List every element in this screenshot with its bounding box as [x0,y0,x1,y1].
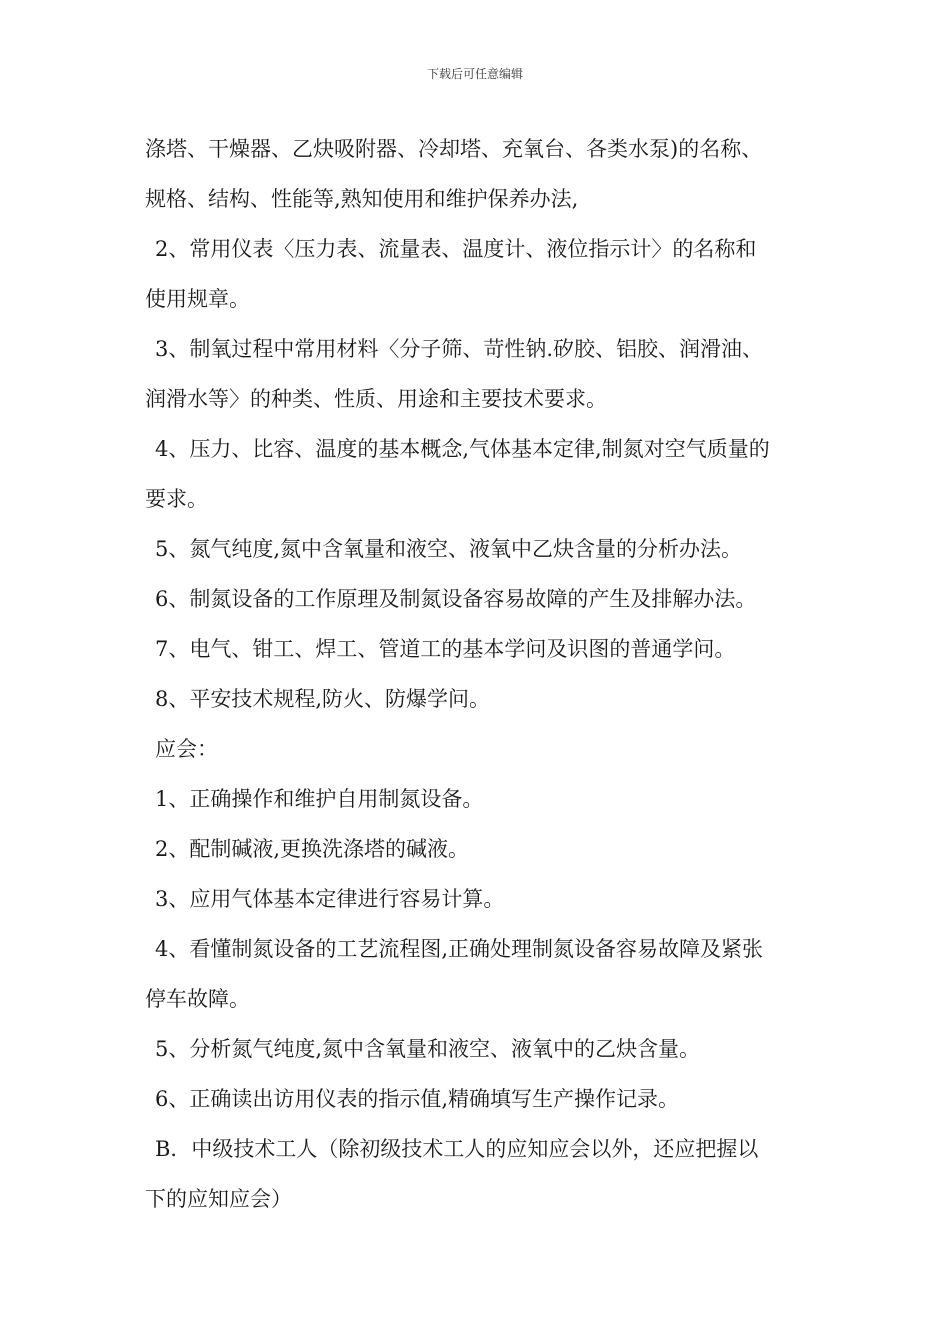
text-line-7: 4、压力、比容、温度的基本概念,气体基本定律,制氮对空气质量的 [155,437,770,461]
text-line-10: 6、制氮设备的工作原理及制氮设备容易故障的产生及排解办法。 [155,587,757,611]
text-line-20: 6、正确读出访用仪表的指示值,精确填写生产操作记录。 [155,1087,680,1111]
text-line-9: 5、氮气纯度,氮中含氧量和液空、液氧中乙炔含量的分析办法。 [155,537,743,561]
text-line-1: 涤塔、干燥器、乙炔吸附器、冷却塔、充氧台、各类水泵)的名称、 [145,137,763,161]
text-line-16: 3、应用气体基本定律进行容易计算。 [155,887,505,911]
text-line-4: 使用规章。 [145,287,250,311]
page-header: 下载后可任意编辑 [426,67,523,81]
text-line-3: 2、常用仪表〈压力表、流量表、温度计、液位指示计〉的名称和 [155,237,757,261]
text-line-11: 7、电气、钳工、焊工、管道工的基本学问及识图的普通学问。 [155,637,736,661]
text-line-17: 4、看懂制氮设备的工艺流程图,正确处理制氮设备容易故障及紧张 [155,937,764,961]
text-line-15: 2、配制碱液,更换洗涤塔的碱液。 [155,837,470,861]
text-line-5: 3、制氧过程中常用材料〈分子筛、苛性钠.矽胶、铝胶、润滑油、 [155,337,764,361]
text-line-19: 5、分析氮气纯度,氮中含氧量和液空、液氧中的乙炔含量。 [155,1037,701,1061]
document-body [145,124,815,1224]
text-line-12: 8、平安技术规程,防火、防爆学问。 [155,687,491,711]
section-heading-b: B．中级技术工人（除初级技术工人的应知应会以外，还应把握以 [155,1137,759,1161]
text-line-6: 润滑水等〉的种类、性质、用途和主要技术要求。 [145,387,607,411]
section-heading-yinghui: 应会： [155,737,218,761]
text-line-22: 下的应知应会） [145,1187,292,1211]
text-line-18: 停车故障。 [145,987,250,1011]
text-line-14: 1、正确操作和维护自用制氮设备。 [155,787,484,811]
text-line-2: 规格、结构、性能等,熟知使用和维护保养办法, [145,187,579,211]
text-line-8: 要求。 [145,487,208,511]
